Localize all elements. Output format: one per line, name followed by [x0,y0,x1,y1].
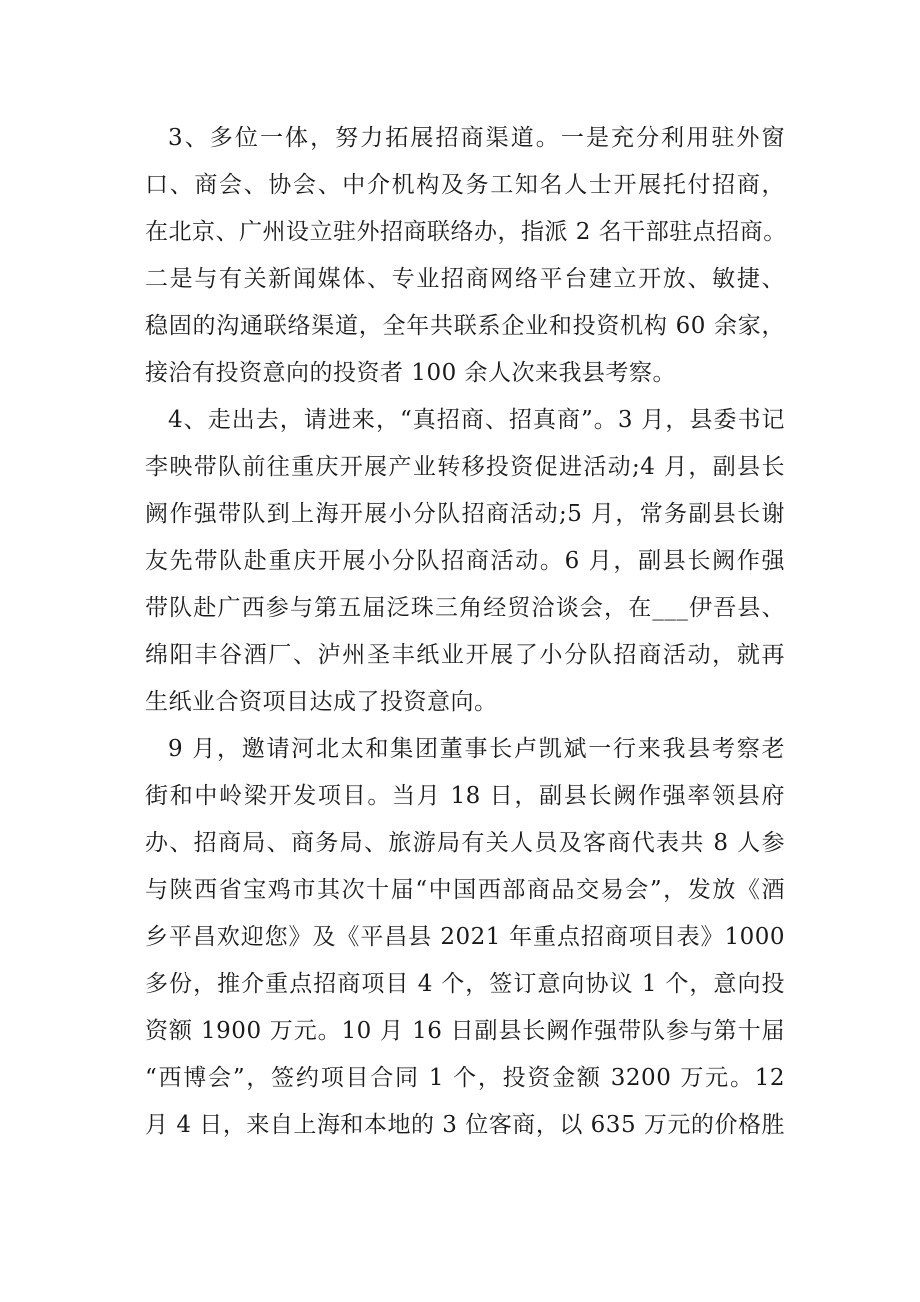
paragraph-4-line-4: 友先带队赴重庆开展小分队招商活动。6 月，副县长阙作强 [145,548,785,574]
paragraph-4-line-3: 阙作强带队到上海开展小分队招商活动;5 月，常务副县长谢 [145,501,785,527]
paragraph-4-line-1: 4、走出去，请进来，“真招商、招真商”。3 月，县委书记 [168,407,785,433]
paragraph-5-line-1: 9 月，邀请河北太和集团董事长卢凯斌一行来我县考察老 [168,736,785,762]
paragraph-4-line-5: 带队赴广西参与第五届泛珠三角经贸洽谈会，在___伊吾县、 [145,595,785,621]
paragraph-5-line-2: 街和中岭梁开发项目。当月 18 日，副县长阙作强率领县府 [145,783,785,809]
paragraph-3-line-2: 口、商会、协会、中介机构及务工知名人士开展托付招商， [145,172,785,198]
paragraph-3-line-1: 3、多位一体，努力拓展招商渠道。一是充分利用驻外窗 [168,125,785,151]
paragraph-5-line-8: “西博会”，签约项目合同 1 个，投资金额 3200 万元。12 [145,1065,785,1091]
paragraph-5-line-6: 多份，推介重点招商项目 4 个，签订意向协议 1 个，意向投 [145,971,785,997]
paragraph-3-line-6: 接洽有投资意向的投资者 100 余人次来我县考察。 [145,360,677,386]
paragraph-3-line-4: 二是与有关新闻媒体、专业招商网络平台建立开放、敏捷、 [145,266,785,292]
paragraph-5-line-5: 乡平昌欢迎您》及《平昌县 2021 年重点招商项目表》1000 [145,924,785,950]
paragraph-5-line-7: 资额 1900 万元。10 月 16 日副县长阙作强带队参与第十届 [145,1018,785,1044]
paragraph-5-line-3: 办、招商局、商务局、旅游局有关人员及客商代表共 8 人参 [145,830,785,856]
paragraph-5-line-9: 月 4 日，来自上海和本地的 3 位客商，以 635 万元的价格胜 [145,1112,785,1138]
paragraph-4-line-6: 绵阳丰谷酒厂、泸州圣丰纸业开展了小分队招商活动，就再 [145,642,785,668]
paragraph-4-line-2: 李映带队前往重庆开展产业转移投资促进活动;4 月，副县长 [145,454,785,480]
paragraph-3-line-3: 在北京、广州设立驻外招商联络办，指派 2 名干部驻点招商。 [145,219,787,245]
paragraph-4-line-7: 生纸业合资项目达成了投资意向。 [145,689,498,715]
paragraph-5-line-4: 与陕西省宝鸡市其次十届“中国西部商品交易会”，发放《酒 [145,877,785,903]
paragraph-3-line-5: 稳固的沟通联络渠道，全年共联系企业和投资机构 60 余家， [145,313,785,339]
